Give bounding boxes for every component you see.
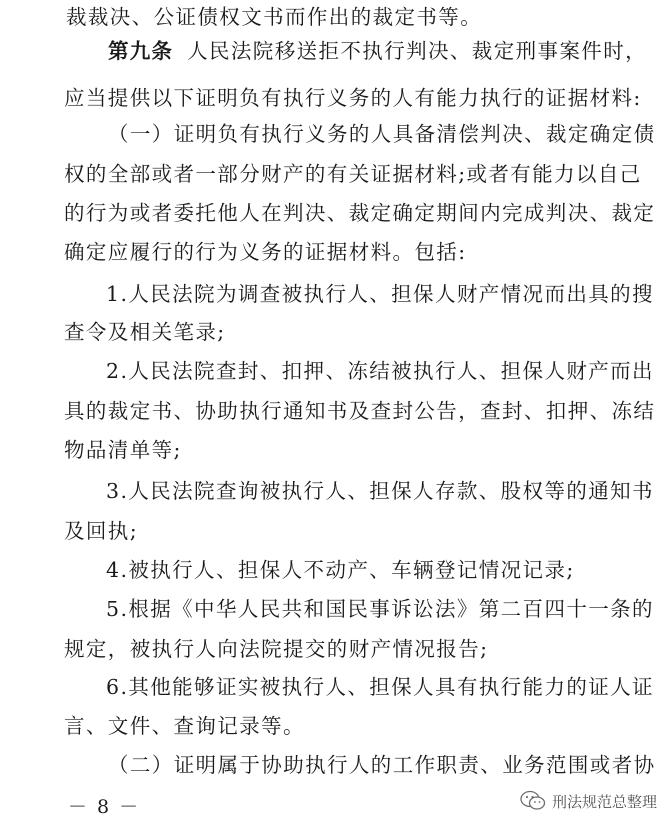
text-line-11: 具的裁定书、协助执行通知书及查封公告，查封、扣押、冻结 <box>64 399 656 423</box>
text-line-9: 查令及相关笔录; <box>64 320 226 344</box>
text-line-17: 规定，被执行人向法院提交的财产情况报告; <box>64 637 489 661</box>
text-line-13: 3.人民法院查询被执行人、担保人存款、股权等的通知书 <box>106 479 654 503</box>
article-label: 第九条 <box>108 39 174 63</box>
text-line-4: （一）证明负有执行义务的人具备清偿判决、裁定确定债 <box>108 122 656 146</box>
text-line-20: （二）证明属于协助执行人的工作职责、业务范围或者协 <box>108 753 656 777</box>
text-line-8: 1.人民法院为调查被执行人、担保人财产情况而出具的搜 <box>106 282 654 306</box>
watermark <box>520 790 657 812</box>
text-line-12: 物品清单等; <box>64 438 182 462</box>
wechat-icon <box>520 790 546 812</box>
text-line-7: 确定应履行的行为义务的证据材料。包括: <box>64 240 467 264</box>
article-nine-line <box>108 37 647 65</box>
text-line-16: 5.根据《中华人民共和国民事诉讼法》第二百四十一条的 <box>106 597 654 621</box>
text-line-10: 2.人民法院查封、扣押、冻结被执行人、担保人财产而出 <box>106 359 654 383</box>
watermark-text: 刑法规范总整理 <box>551 792 657 811</box>
article-text: 人民法院移送拒不执行判决、裁定刑事案件时， <box>187 39 648 63</box>
text-line-3: 应当提供以下证明负有执行义务的人有能力执行的证据材料: <box>64 86 642 110</box>
text-line-6: 的行为或者委托他人在判决、裁定确定期间内完成判决、裁定 <box>64 201 656 225</box>
text-line-5: 权的全部或者一部分财产的有关证据材料;或者有能力以自己 <box>64 162 642 186</box>
text-line-1: 裁裁决、公证债权文书而作出的裁定书等。 <box>66 5 483 29</box>
text-line-18: 6.其他能够证实被执行人、担保人具有执行能力的证人证 <box>106 675 654 699</box>
text-line-19: 言、文件、查询记录等。 <box>64 714 305 738</box>
text-line-14: 及回执; <box>64 519 139 543</box>
text-line-15: 4.被执行人、担保人不动产、车辆登记情况记录; <box>106 558 575 582</box>
page-number: － 8 － <box>68 796 141 818</box>
